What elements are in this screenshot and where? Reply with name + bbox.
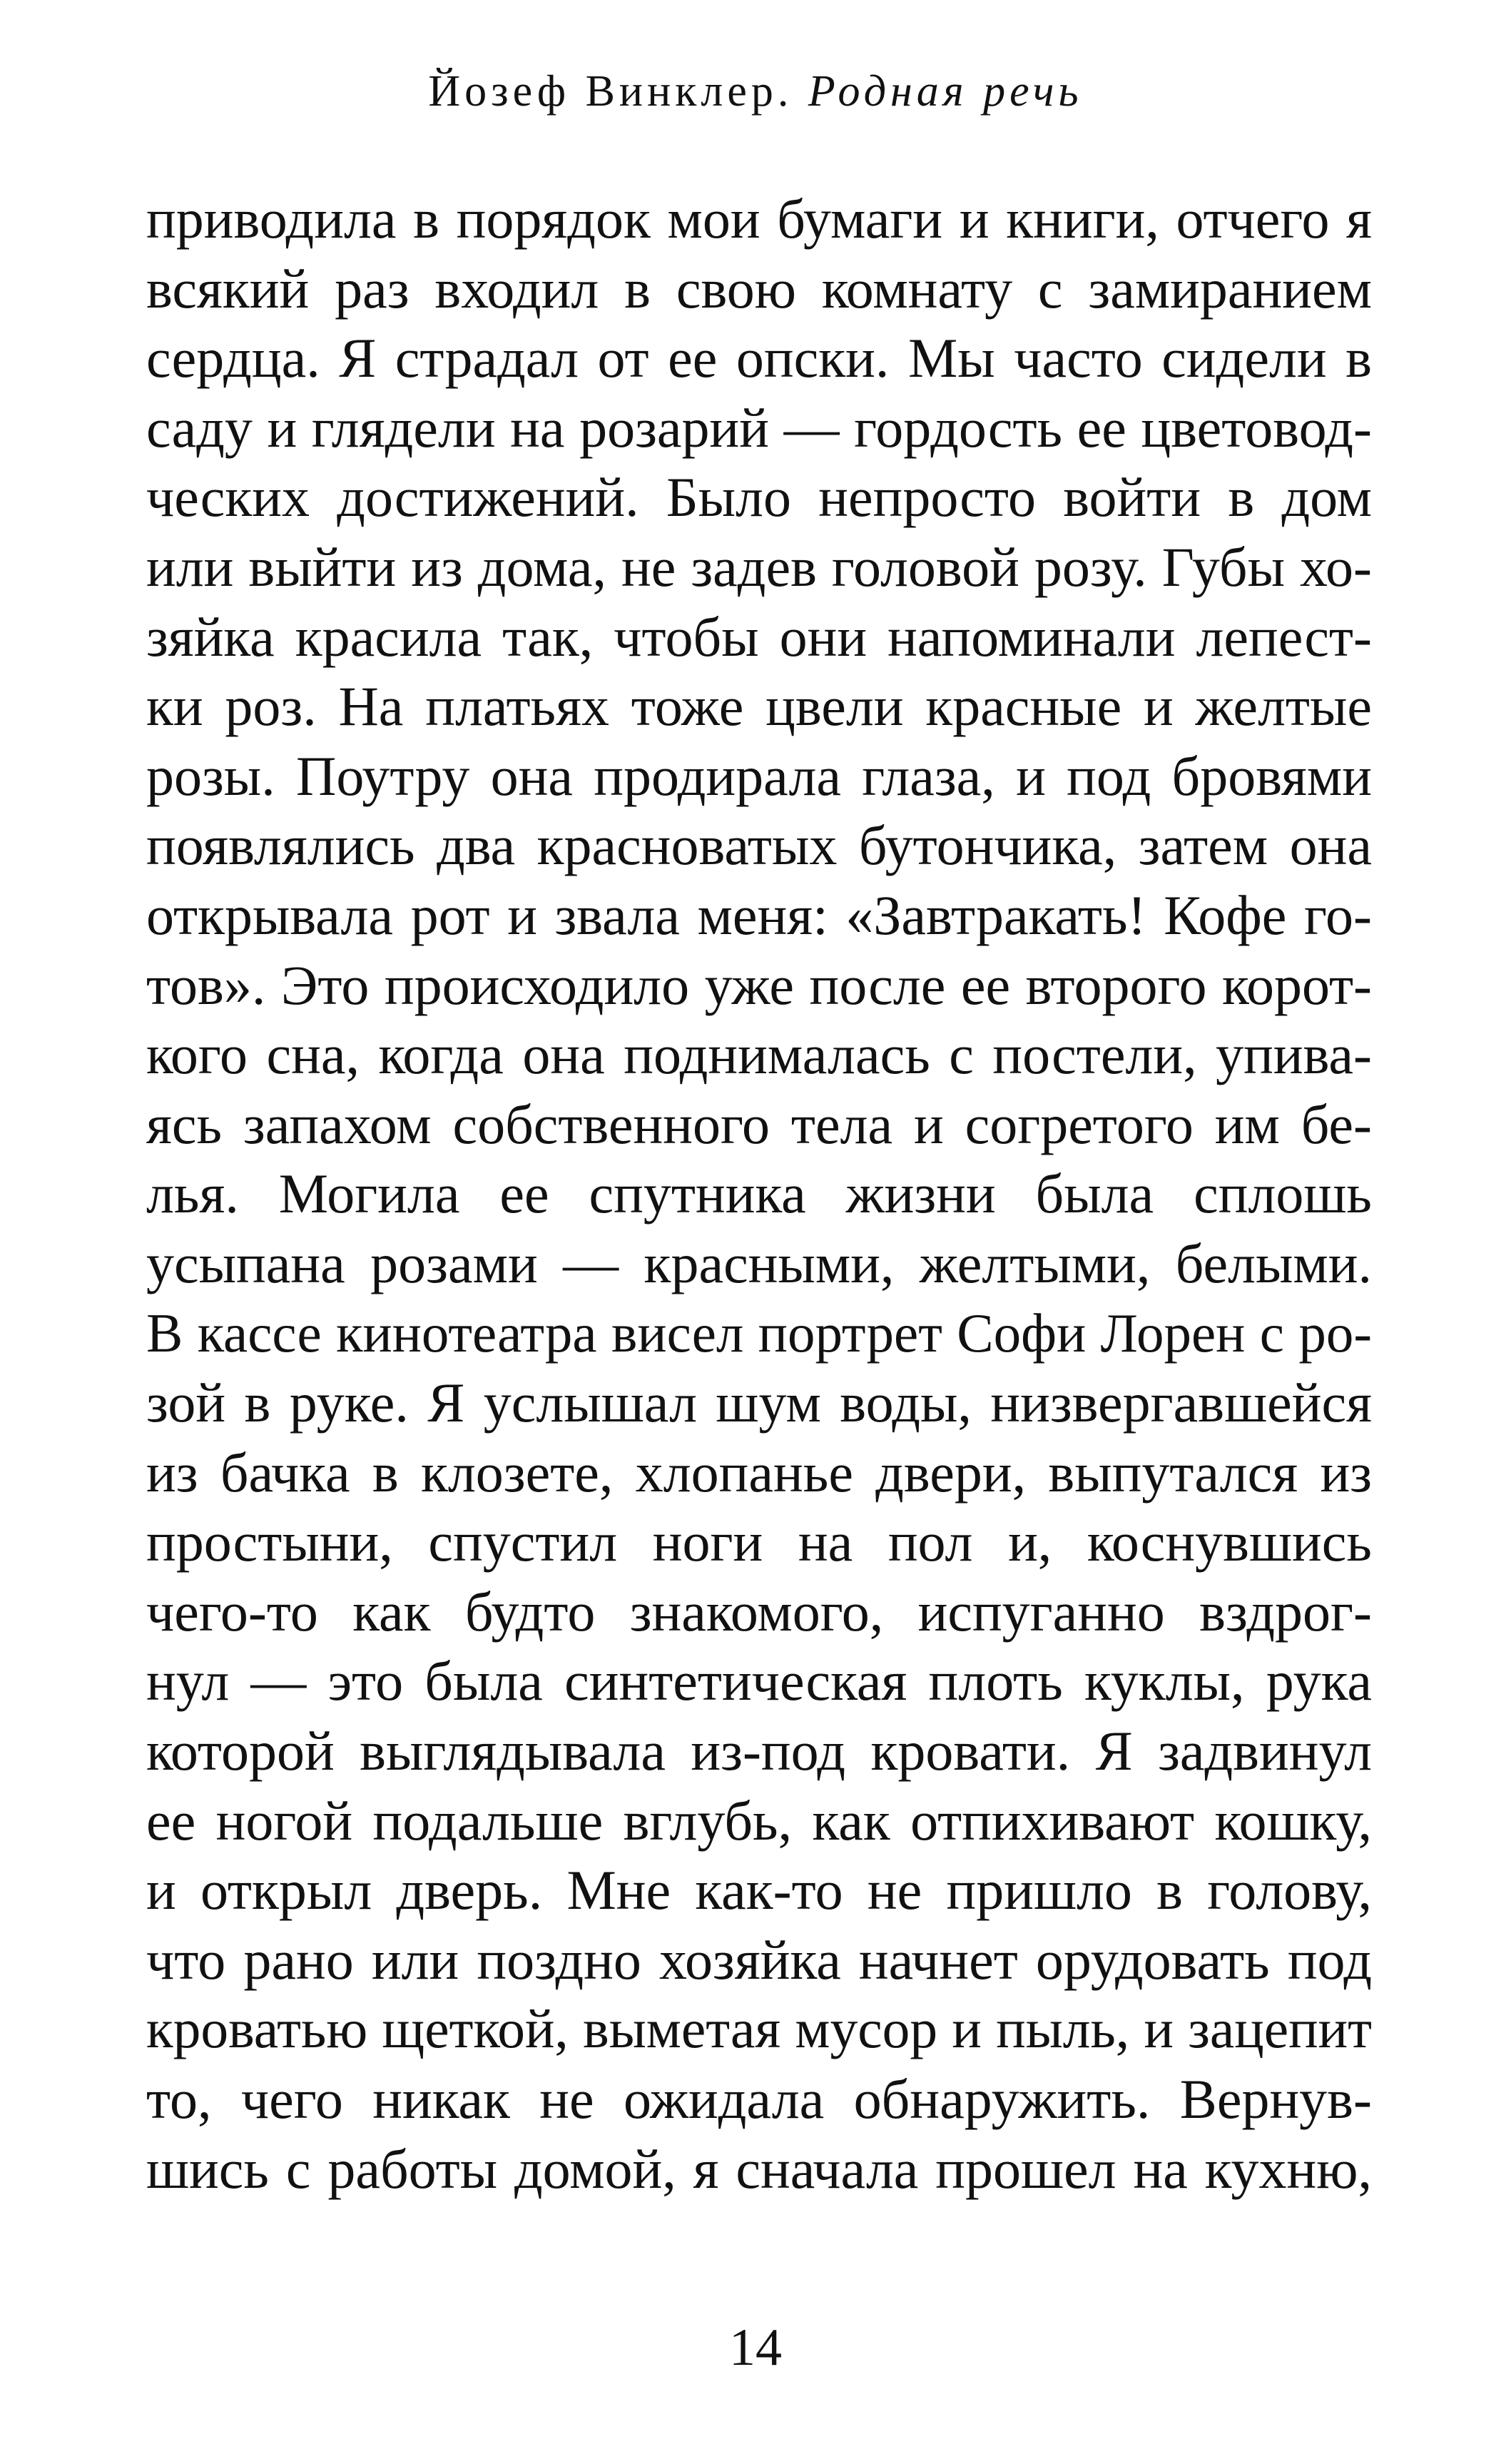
body-text bbox=[146, 184, 1372, 2204]
body-line: зяйка красила так, чтобы они напоминали лепест- bbox=[146, 605, 1372, 668]
body-line: ее ногой подальше вглубь, как отпихивают кошку, bbox=[146, 1789, 1372, 1852]
body-line: шись с работы домой, я сначала прошел на кухню, bbox=[146, 2137, 1372, 2200]
body-line: из бачка в клозете, хлопанье двери, выпутался из bbox=[146, 1441, 1372, 1504]
body-line: появлялись два красноватых бутончика, затем она bbox=[146, 814, 1372, 877]
body-line: открывала рот и звала меня: «Завтракать! Кофе го- bbox=[146, 883, 1372, 946]
body-line: усыпана розами — красными, желтыми, белыми. bbox=[146, 1232, 1372, 1294]
body-line: и открыл дверь. Мне как-то не пришло в голову, bbox=[146, 1859, 1372, 1922]
body-line: сердца. Я страдал от ее опски. Мы часто сидели в bbox=[146, 327, 1372, 390]
body-line: кого сна, когда она поднималась с постели, упива- bbox=[146, 1023, 1372, 1086]
body-line: В кассе кинотеатра висел портрет Софи Лорен с ро- bbox=[146, 1302, 1372, 1364]
body-line: саду и глядели на розарий — гордость ее цветовод- bbox=[146, 396, 1372, 459]
body-line: ясь запахом собственного тела и согретого им бе- bbox=[146, 1092, 1372, 1155]
body-line: кроватью щеткой, выметая мусор и пыль, и зацепит bbox=[146, 1998, 1372, 2060]
body-line: простыни, спустил ноги на пол и, коснувшись bbox=[146, 1511, 1372, 1573]
page-number: 14 bbox=[729, 2318, 782, 2377]
body-line: лья. Могила ее спутника жизни была сплошь bbox=[146, 1162, 1372, 1225]
body-line: тов». Это происходило уже после ее второго корот- bbox=[146, 953, 1372, 1016]
body-line: то, чего никак не ожидала обнаружить. Вернув- bbox=[146, 2068, 1372, 2131]
running-head-title: Родная речь bbox=[808, 67, 1083, 116]
body-line: розы. Поутру она продирала глаза, и под бровями bbox=[146, 744, 1372, 807]
body-line: ческих достижений. Было непросто войти в дом bbox=[146, 466, 1372, 529]
body-line: чего-то как будто знакомого, испуганно вздрог- bbox=[146, 1580, 1372, 1643]
body-line: зой в руке. Я услышал шум воды, низвергавшейся bbox=[146, 1372, 1372, 1434]
body-line: нул — это была синтетическая плоть куклы, рука bbox=[146, 1650, 1372, 1713]
body-line: что рано или поздно хозяйка начнет орудовать под bbox=[146, 1928, 1372, 1991]
body-line: которой выглядывала из-под кровати. Я задвинул bbox=[146, 1720, 1372, 1783]
body-line: или выйти из дома, не задев головой розу. Губы хо- bbox=[146, 535, 1372, 598]
body-line: всякий раз входил в свою комнату с замиранием bbox=[146, 257, 1372, 320]
running-head-author: Йозеф Винклер. bbox=[428, 67, 793, 116]
body-line: приводила в порядок мои бумаги и книги, отчего я bbox=[146, 188, 1372, 250]
running-head bbox=[0, 63, 1511, 120]
body-line: ки роз. На платьях тоже цвели красные и желтые bbox=[146, 675, 1372, 738]
